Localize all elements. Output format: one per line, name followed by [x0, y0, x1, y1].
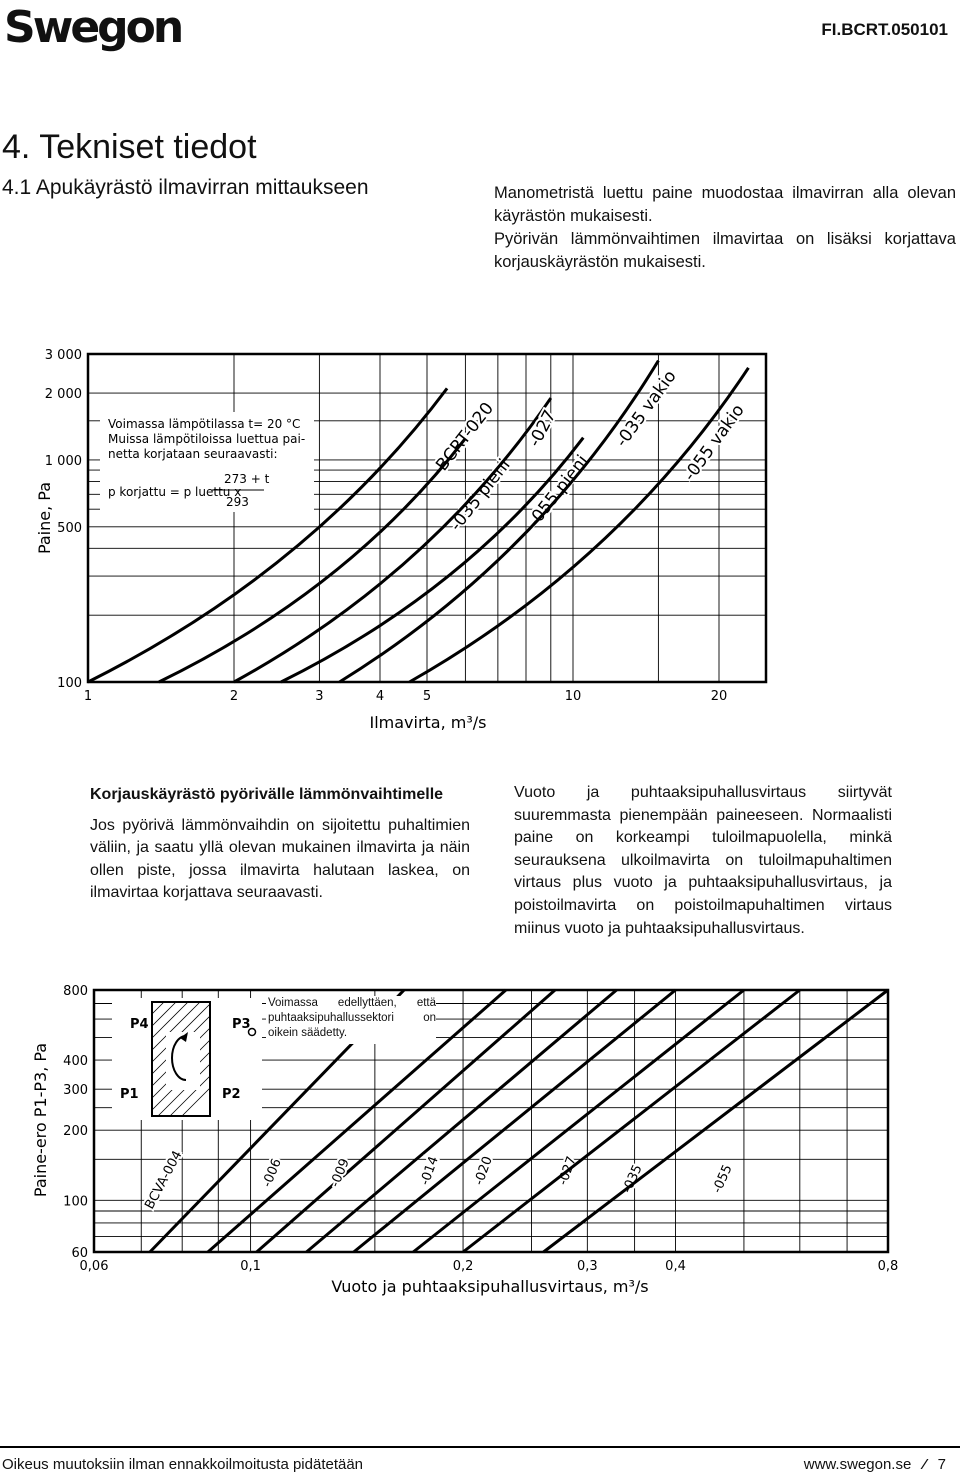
airflow-pressure-chart [0, 330, 960, 740]
series-label: -035 [619, 1162, 646, 1196]
x-tick-label: 0,3 [577, 1259, 598, 1274]
chart2-y-ticks [63, 984, 88, 1261]
x-tick-label: 0,4 [665, 1259, 686, 1274]
series-label: -035 pieni [446, 455, 515, 536]
series-label: -027 [524, 406, 561, 451]
y-tick-label: 100 [63, 1194, 88, 1210]
chart1-x-ticks [84, 689, 727, 704]
series-label: BCRT-020 [432, 398, 498, 476]
chart1-ylabel: Paine, Pa [35, 481, 54, 555]
y-tick-label: 2 000 [44, 387, 82, 403]
section-subtitle: 4.1 Apukäyrästö ilmavirran mittaukseen [2, 176, 369, 199]
y-tick-label: 800 [63, 984, 88, 999]
series-line [543, 990, 888, 1252]
page-number: 7 [937, 1456, 946, 1473]
series-label: -006 [259, 1156, 285, 1190]
series-label: -014 [417, 1154, 442, 1188]
inset-label-p2: P2 [222, 1087, 241, 1102]
series-label: -027 [555, 1154, 580, 1188]
series-label: -055 pieni [524, 451, 593, 532]
x-tick-label: 0,8 [877, 1259, 899, 1274]
y-tick-label: 3 000 [44, 348, 82, 363]
leakage-chart [0, 970, 960, 1300]
footer-divider [0, 1446, 960, 1448]
series-label: -055 [709, 1162, 736, 1196]
correction-column-right [514, 782, 892, 940]
chart2-x-ticks [80, 1259, 899, 1274]
chart2-note: Voimassa edellyttäen, että puhtaaksipuhallussektori on oikein säädetty. [268, 997, 436, 1039]
series-label: BCVA-004 [142, 1148, 186, 1212]
chart1-formula-numerator: 273 + t [224, 472, 270, 486]
x-tick-label: 3 [315, 689, 324, 704]
chart1-xlabel: Ilmavirta, m³/s [369, 713, 487, 732]
chart1-series [88, 361, 749, 682]
correction-column-left [90, 784, 470, 905]
y-tick-label: 500 [57, 520, 82, 536]
chart1-note-line: Muissa lämpötiloissa luettua pai- [108, 432, 306, 446]
chart1-formula: p korjattu = p luettu x [108, 485, 242, 499]
correction-heading: Korjauskäyrästö pyörivälle lämmönvaihtimelle [90, 786, 444, 803]
series-label: -009 [327, 1156, 353, 1190]
y-tick-label: 100 [57, 676, 82, 691]
chart2-ylabel: Paine-ero P1-P3, Pa [31, 1042, 50, 1198]
y-tick-label: 400 [63, 1054, 88, 1070]
chart1-formula-denominator: 293 [226, 495, 249, 509]
chart1-note-line: Voimassa lämpötilassa t= 20 °C [108, 417, 301, 431]
chart1-grid [88, 354, 766, 682]
x-tick-label: 0,1 [240, 1259, 261, 1274]
series-label: -020 [471, 1154, 496, 1188]
rotation-area [166, 1032, 200, 1090]
x-tick-label: 10 [564, 689, 582, 704]
footer-right [804, 1456, 946, 1473]
chart2-note-box [268, 996, 436, 1046]
footer-disclaimer: Oikeus muutoksiin ilman ennakkoilmoitusta pidätetään [2, 1456, 364, 1473]
document-id: FI.BCRT.050101 [821, 20, 948, 39]
series-line [281, 438, 583, 682]
series-label: -055 vakio [679, 400, 749, 485]
section-title: 4. Tekniset tiedot [2, 128, 257, 166]
x-tick-label: 4 [375, 689, 385, 704]
inset-label-p3: P3 [232, 1017, 251, 1032]
correction-paragraph: Jos pyörivä lämmönvaihdin on sijoitettu puhaltimien väliin, ja saatu yllä olevan mukainen ilmavirta ja näin ollen piste, jossa ilmavirta halutaan laskea, on ilmavirtaa korjattava seuraavasti. [90, 816, 470, 902]
inset-label-p4: P4 [130, 1017, 149, 1032]
intro-paragraph: Manometristä luettu paine muodostaa ilmavirran alla olevan käyrästön mukaisesti. [494, 184, 956, 225]
slash-icon: ⁄ [923, 1456, 926, 1473]
inset-label-p1: P1 [120, 1087, 139, 1102]
y-tick-label: 300 [63, 1083, 88, 1099]
series-line [339, 361, 658, 682]
chart2-xlabel: Vuoto ja puhtaaksipuhallusvirtaus, m³/s [331, 1277, 649, 1296]
x-tick-label: 0,2 [452, 1259, 474, 1274]
footer-url[interactable]: www.swegon.se [803, 1456, 912, 1473]
y-tick-label: 200 [63, 1124, 88, 1140]
x-tick-label: 1 [83, 689, 93, 704]
intro-text [494, 182, 956, 274]
x-tick-label: 2 [229, 689, 239, 704]
x-tick-label: 0,06 [79, 1259, 109, 1274]
y-tick-label: 60 [71, 1246, 88, 1261]
intro-paragraph: Pyörivän lämmönvaihtimen ilmavirtaa on lisäksi korjattava korjauskäyrästön mukaisesti. [494, 230, 956, 271]
swegon-logo: Swegon [4, 2, 182, 53]
chart1-note-line: netta korjataan seuraavasti: [108, 447, 278, 461]
series-label: -035 vakio [611, 366, 681, 451]
x-tick-label: 5 [422, 689, 432, 704]
correction-paragraph: Vuoto ja puhtaaksipuhallusvirtaus siirtyvät suuremmasta pienempään paineeseen. Normaalisti paine on korkeampi tuloilmapuolella, minkä seurauksena ulkoilmavirta on tuloilmapuhaltimen virtaus plus vuoto ja puhtaaksipuhallusvirtaus, ja poistoilmavirta on poistoilmapuhaltimen virtaus miinus vuoto ja puhtaaksipuhallusvirtaus. [514, 784, 892, 937]
x-tick-label: 20 [710, 689, 728, 704]
y-tick-label: 1 000 [44, 453, 82, 469]
